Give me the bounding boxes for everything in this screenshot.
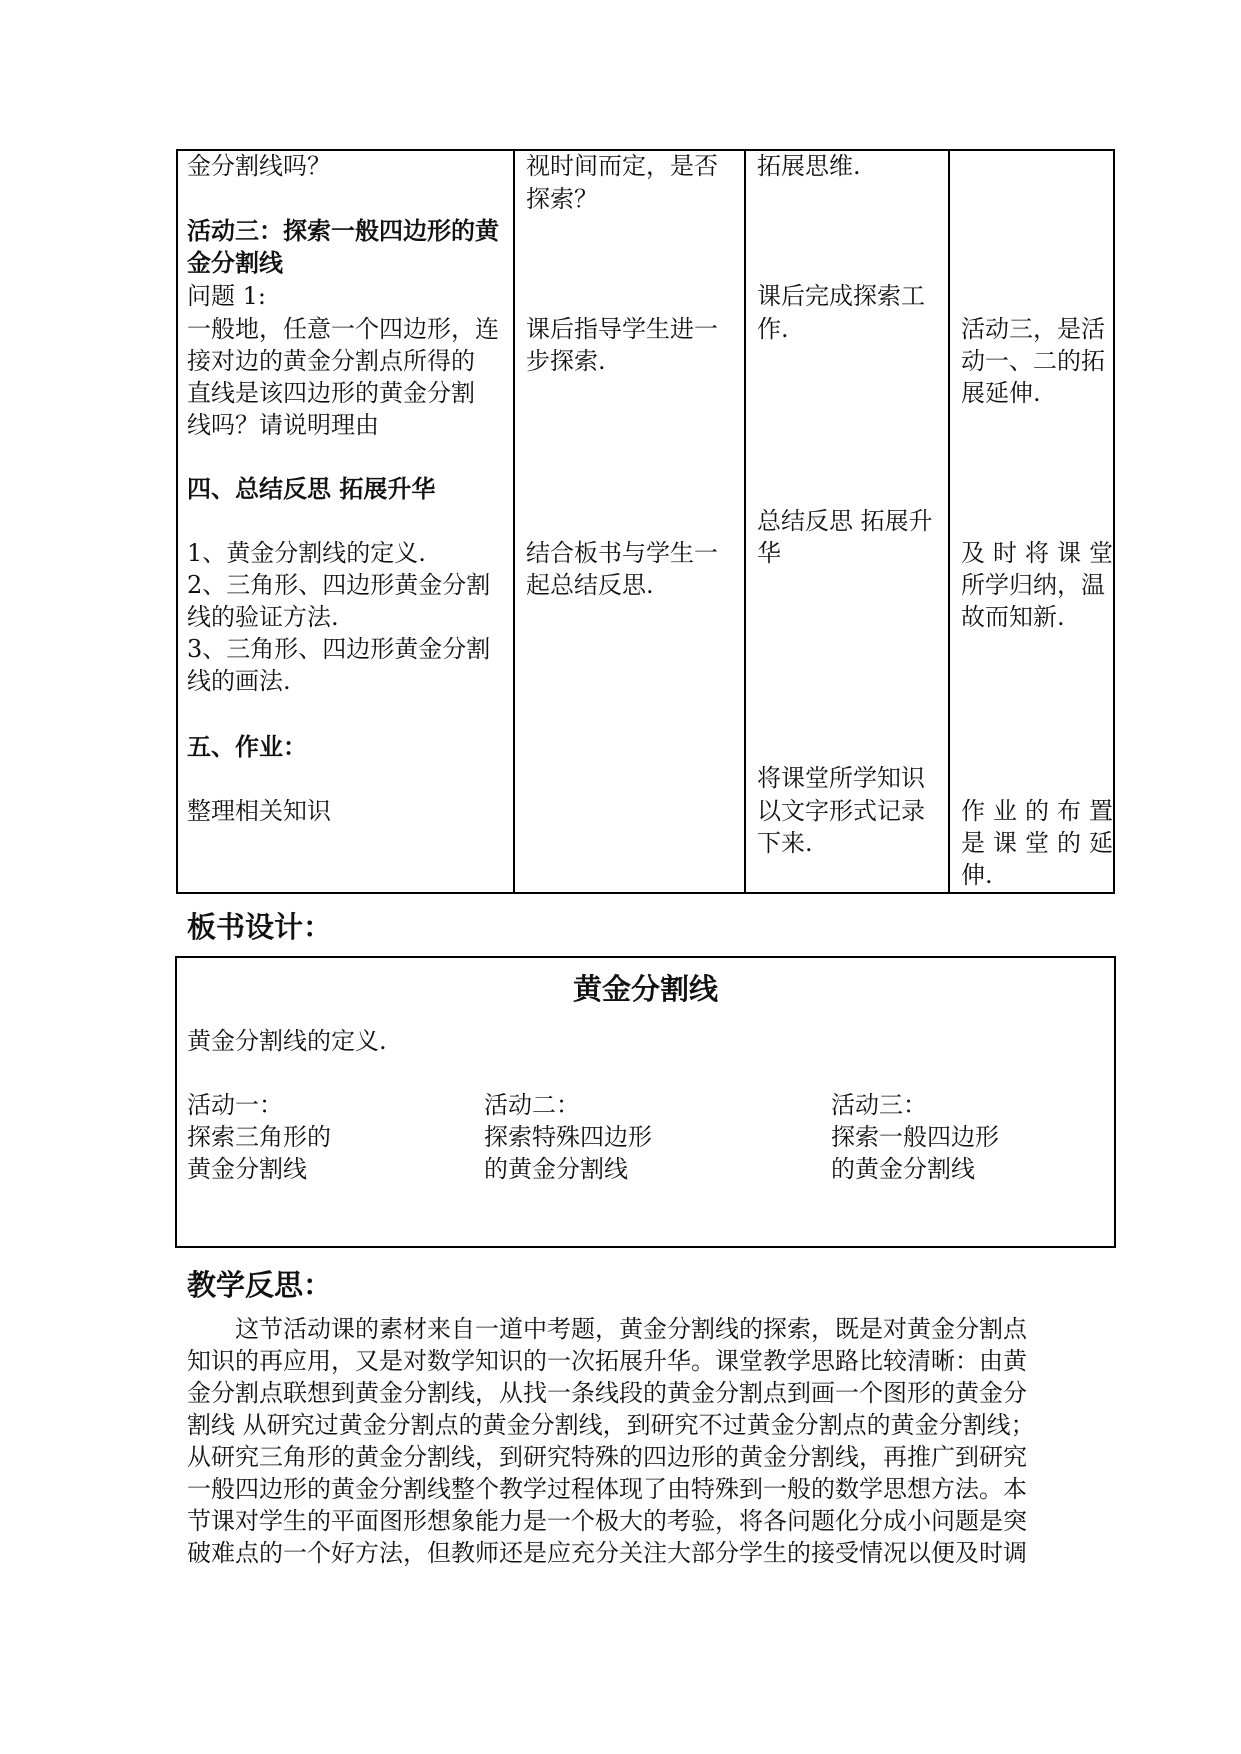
- table-cell-text: 以文字形式记录: [757, 797, 925, 825]
- table-cell-text: 作.: [757, 315, 789, 343]
- reflection-line: 这节活动课的素材来自一道中考题，黄金分割线的探索，既是对黄金分割点: [235, 1315, 1027, 1343]
- table-cell-text: 伸.: [961, 861, 993, 889]
- table-cell-text: 线的验证方法.: [187, 603, 339, 631]
- table-divider-1: [513, 149, 515, 894]
- board-activity-1-label: 活动一：: [187, 1091, 283, 1119]
- table-cell-text: 2、三角形、四边形黄金分割: [187, 571, 491, 599]
- table-cell-text: 将课堂所学知识: [757, 764, 925, 792]
- board-definition: 黄金分割线的定义.: [187, 1027, 387, 1055]
- table-cell-text: 华: [757, 539, 781, 567]
- section-heading: 五、作业：: [187, 733, 307, 761]
- table-cell-text: 金分割线吗？: [187, 152, 331, 180]
- activity-heading: 金分割线: [187, 249, 283, 277]
- reflection-line: 破难点的一个好方法，但教师还是应充分关注大部分学生的接受情况以便及时调: [187, 1539, 1027, 1567]
- board-activity-1-text: 黄金分割线: [187, 1155, 307, 1183]
- table-cell-text: 步探索.: [526, 347, 606, 375]
- table-cell-text: 课后完成探索工: [757, 282, 925, 310]
- table-cell-text: 活动三，是活: [961, 315, 1105, 343]
- reflection-line: 从研究三角形的黄金分割线，到研究特殊的四边形的黄金分割线，再推广到研究: [187, 1443, 1027, 1471]
- table-cell-text: 探索？: [526, 185, 598, 213]
- reflection-line: 一般四边形的黄金分割线整个教学过程体现了由特殊到一般的数学思想方法。本: [187, 1475, 1027, 1503]
- table-cell-text: 视时间而定，是否: [526, 152, 718, 180]
- table-divider-3: [948, 149, 950, 894]
- section-heading: 四、总结反思 拓展升华: [187, 475, 436, 503]
- table-cell-text: 总结反思 拓展升: [757, 507, 933, 535]
- table-cell-text: 展延伸.: [961, 379, 1041, 407]
- table-cell-text: 起总结反思.: [526, 571, 654, 599]
- reflection-heading: 教学反思：: [187, 1268, 333, 1302]
- board-activity-3-label: 活动三：: [831, 1091, 927, 1119]
- table-border-left: [176, 149, 178, 894]
- table-cell-text: 结合板书与学生一: [526, 539, 718, 567]
- table-cell-text: 拓展思维.: [757, 152, 861, 180]
- table-cell-text: 下来.: [757, 829, 813, 857]
- table-cell-text: 作业的布置: [961, 797, 1121, 825]
- table-divider-2: [744, 149, 746, 894]
- table-cell-text: 问题 1:: [187, 282, 266, 310]
- table-cell-text: 直线是该四边形的黄金分割: [187, 379, 475, 407]
- table-cell-text: 接对边的黄金分割点所得的: [187, 347, 475, 375]
- activity-heading: 活动三：探索一般四边形的黄: [187, 217, 499, 245]
- board-design-heading: 板书设计：: [187, 910, 333, 944]
- table-cell-text: 1、黄金分割线的定义.: [187, 539, 426, 567]
- table-cell-text: 线的画法.: [187, 667, 291, 695]
- table-cell-text: 及时将课堂: [961, 539, 1121, 567]
- reflection-line: 金分割点联想到黄金分割线，从找一条线段的黄金分割点到画一个图形的黄金分: [187, 1379, 1027, 1407]
- board-activity-2-text: 探索特殊四边形: [484, 1123, 652, 1151]
- table-cell-text: 故而知新.: [961, 603, 1065, 631]
- table-cell-text: 3、三角形、四边形黄金分割: [187, 635, 491, 663]
- table-cell-text: 所学归纳，温: [961, 571, 1105, 599]
- board-activity-3-text: 探索一般四边形: [831, 1123, 999, 1151]
- table-bottom-border: [176, 892, 1115, 894]
- board-activity-1-text: 探索三角形的: [187, 1123, 331, 1151]
- board-activity-2-label: 活动二：: [484, 1091, 580, 1119]
- reflection-line: 节课对学生的平面图形想象能力是一个极大的考验，将各问题化分成小问题是突: [187, 1507, 1027, 1535]
- table-cell-text: 课后指导学生进一: [526, 315, 718, 343]
- board-activity-3-text: 的黄金分割线: [831, 1155, 975, 1183]
- table-cell-text: 整理相关知识: [187, 797, 331, 825]
- reflection-line: 知识的再应用，又是对数学知识的一次拓展升华。课堂教学思路比较清晰：由黄: [187, 1347, 1027, 1375]
- board-title: 黄金分割线: [572, 972, 718, 1006]
- table-border-right: [1113, 149, 1115, 894]
- table-cell-text: 线吗？请说明理由: [187, 411, 379, 439]
- table-cell-text: 是课堂的延: [961, 829, 1121, 857]
- board-activity-2-text: 的黄金分割线: [484, 1155, 628, 1183]
- table-cell-text: 动一、二的拓: [961, 347, 1105, 375]
- reflection-line: 割线 从研究过黄金分割点的黄金分割线，到研究不过黄金分割点的黄金分割线；: [187, 1411, 1035, 1439]
- table-cell-text: 一般地，任意一个四边形，连: [187, 315, 499, 343]
